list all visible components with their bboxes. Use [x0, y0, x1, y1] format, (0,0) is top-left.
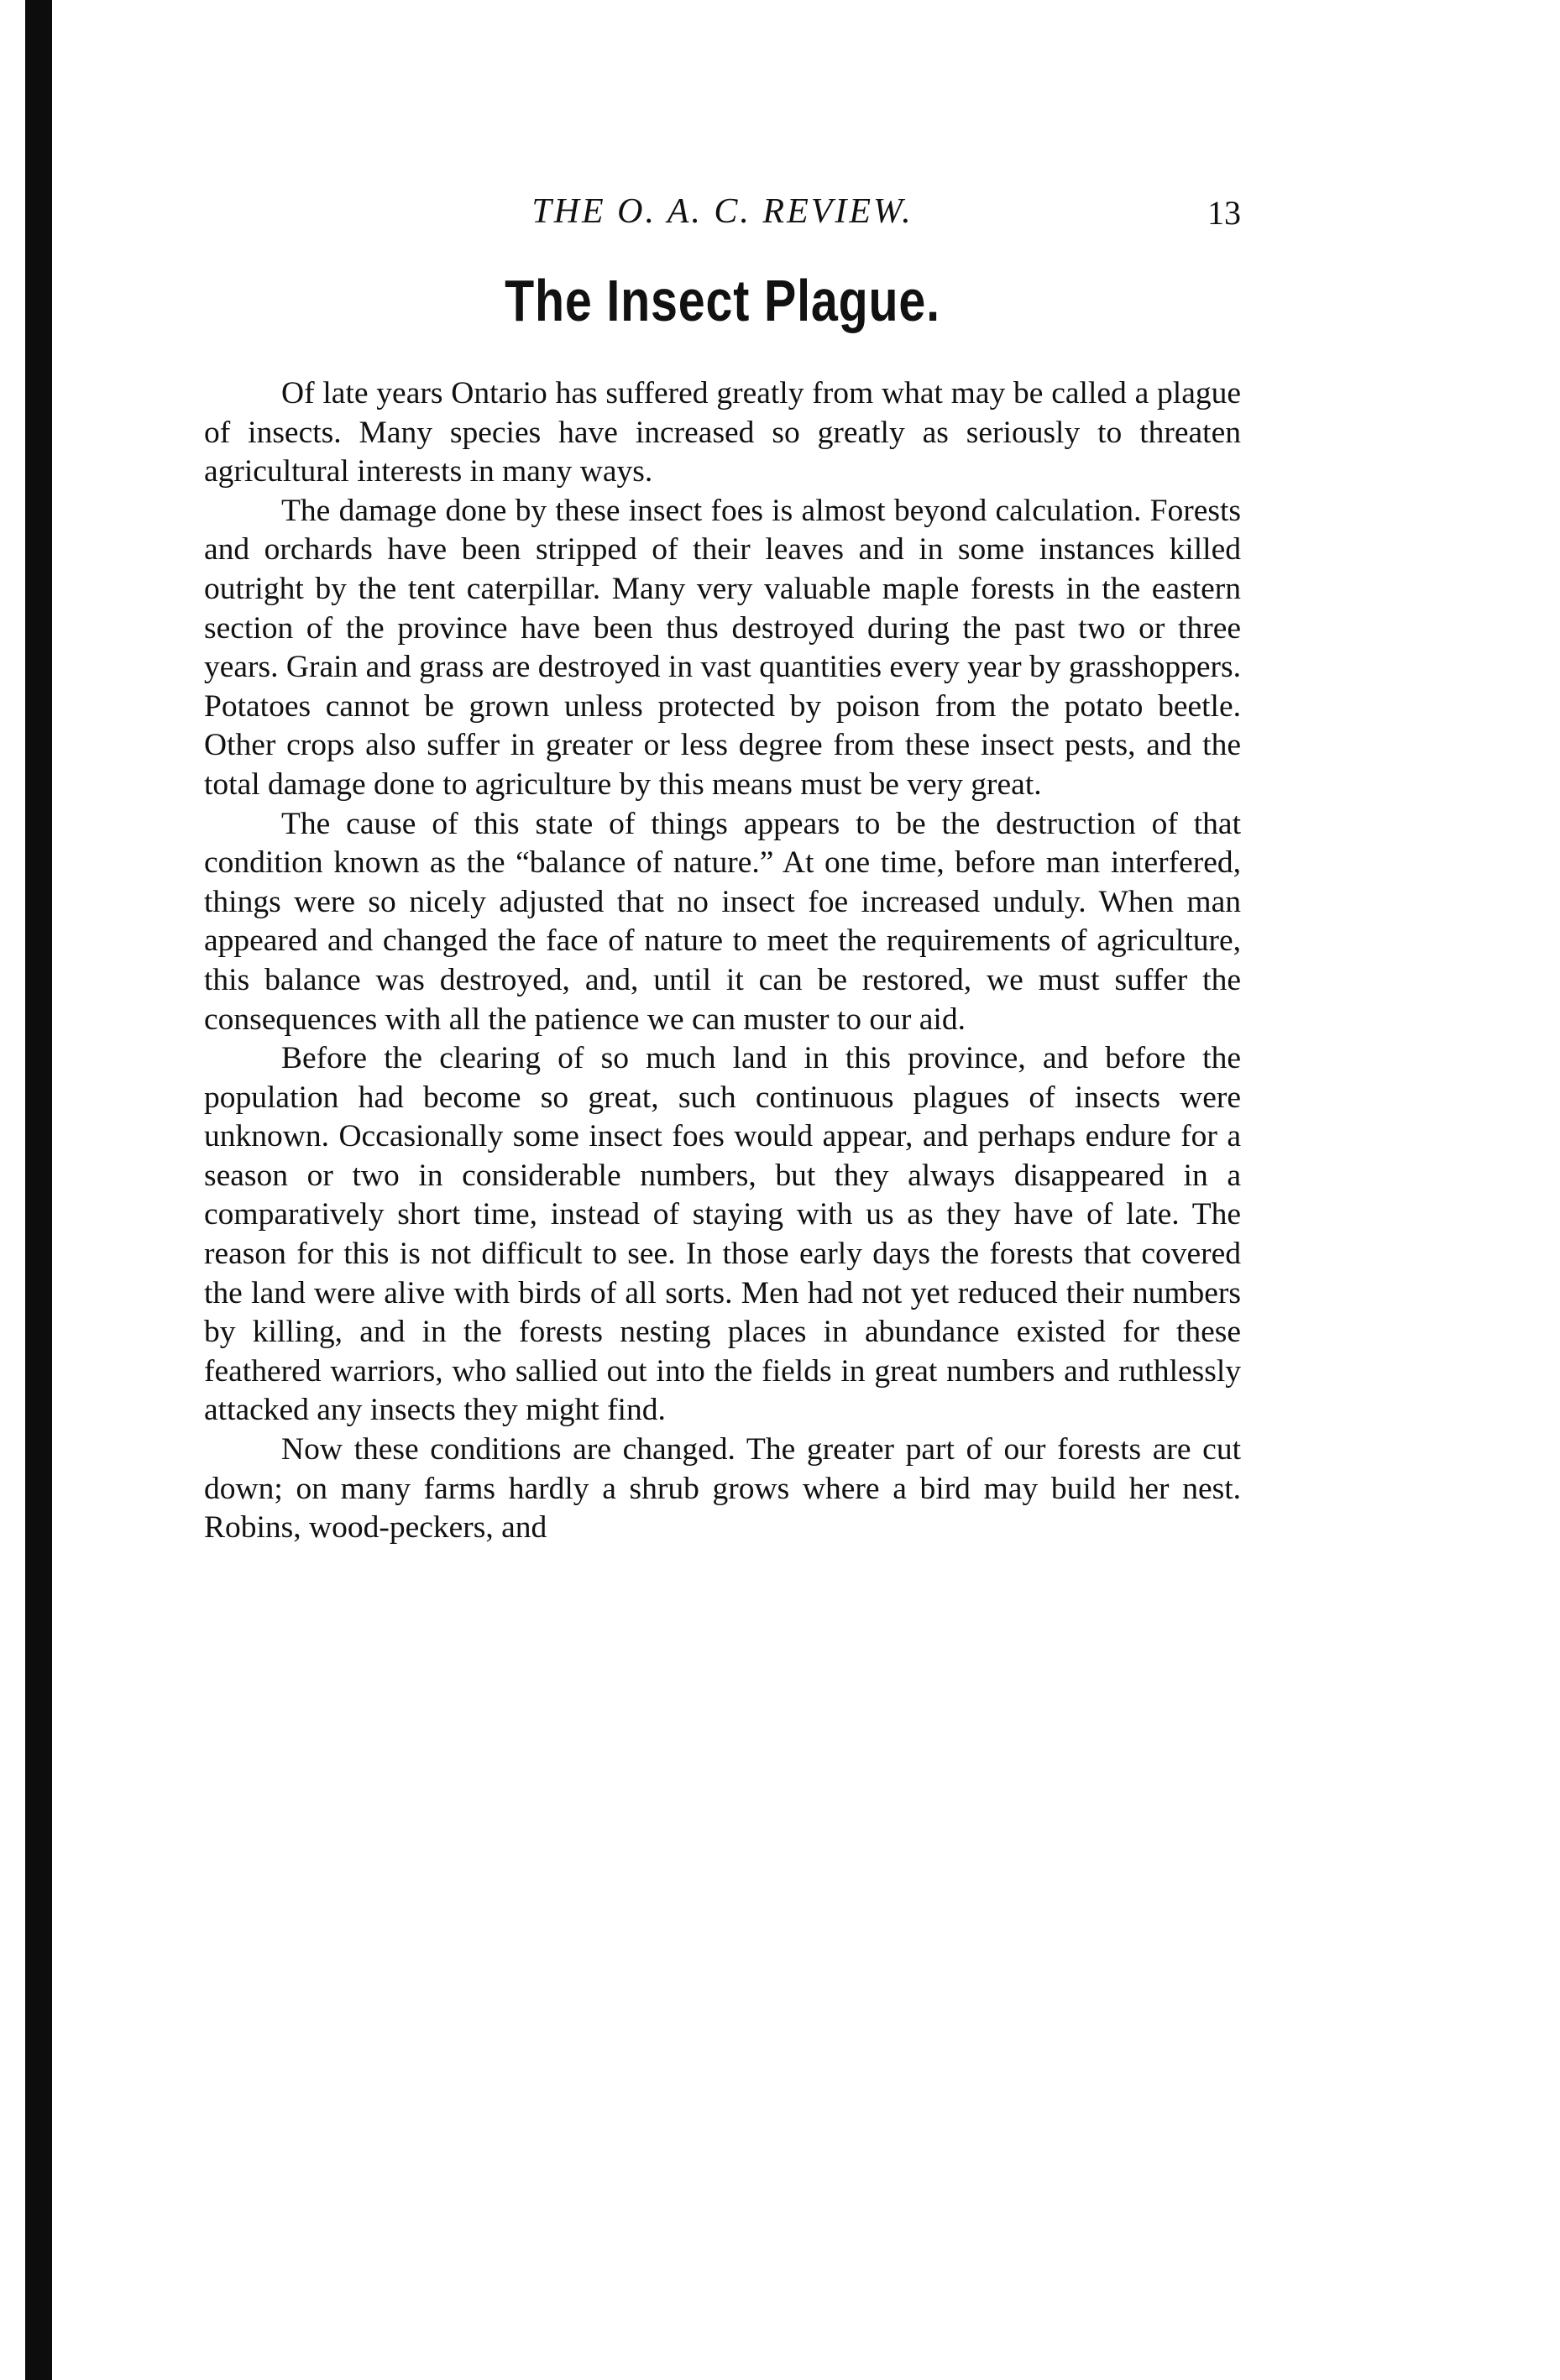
document-page: [204, 191, 1241, 1548]
article-body: [204, 374, 1241, 1548]
paragraph: Now these conditions are changed. The greater part of our forests are cut down; on many farms hardly a shrub grows where a bird may build her nest. Robins, wood-peckers, and: [204, 1432, 1241, 1546]
running-head: [204, 191, 1241, 242]
journal-title: THE O. A. C. REVIEW.: [531, 192, 913, 231]
paragraph: Of late years Ontario has suffered greatly from what may be called a plague of insects. Many species have increased so greatly as seriously to threaten agricultural interests in many ways.: [204, 376, 1241, 489]
paragraph: The damage done by these insect foes is almost beyond calculation. Forests and orchards have been stripped of their leaves and in some instances killed outright by the tent caterpillar. Many very valuable maple forests in the eastern section of the province have been thus destroyed during the past two or three years. Grain and grass are destroyed in vast quantities every year by grasshoppers. Potatoes cannot be grown unless protected by poison from the potato beetle. Other crops also suffer in greater or less degree from these insect pests, and the total damage done to agriculture by this means must be very great.: [204, 493, 1242, 802]
page-number: 13: [1207, 194, 1241, 232]
article-title: The Insect Plague.: [505, 268, 940, 333]
paragraph: The cause of this state of things appears to be the destruction of that condition known as the “balance of nature.” At one time, before man interfered, things were so nicely adjusted that no insect foe increased unduly. When man appeared and changed the face of nature to meet the requirements of agriculture, this balance was destroyed, and, until it can be restored, we must suffer the consequences with all the patience we can muster to our aid.: [204, 806, 1241, 1037]
paragraph: Before the clearing of so much land in this province, and before the population had become so great, such continuous plagues of insects were unknown. Occasionally some insect foes would appear, and perhaps endure for a season or two in considerable numbers, but they always disappeared in a comparatively short time, instead of staying with us as they have of late. The reason for this is not difficult to see. In those early days the forests that covered the land were alive with birds of all sorts. Men had not yet reduced their numbers by killing, and in the forests nesting places in abundance existed for these feathered warriors, who sallied out into the fields in great numbers and ruthlessly attacked any insects they might find.: [204, 1041, 1241, 1428]
page-binding-edge: [25, 0, 52, 2380]
